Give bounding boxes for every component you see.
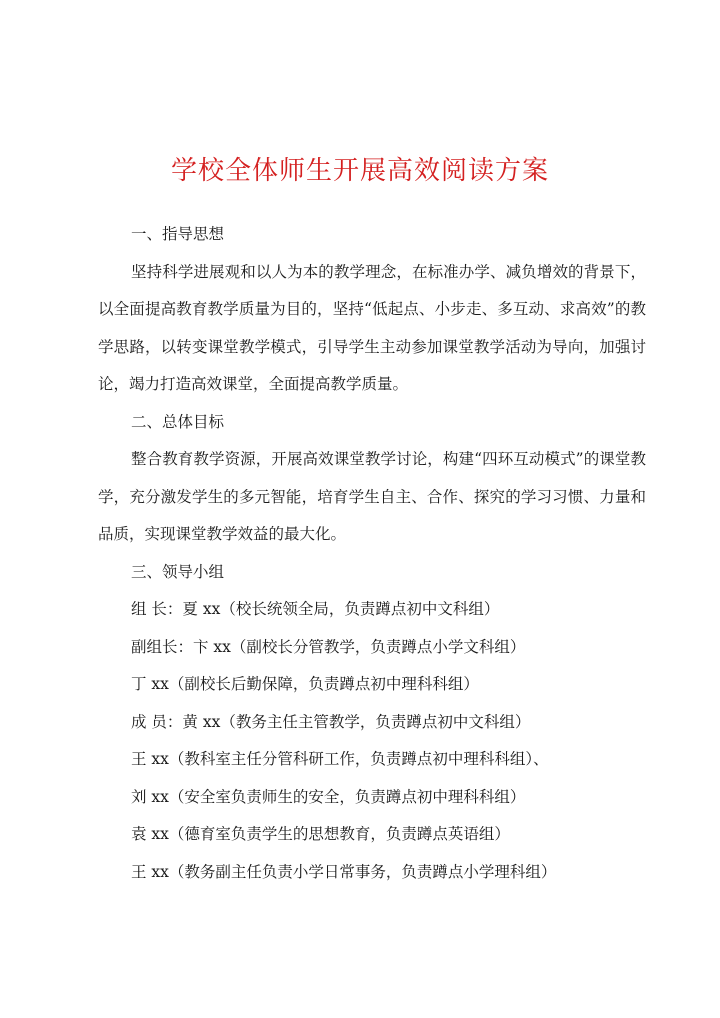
member-line-deputy-leader: 副组长：卞 xx（副校长分管教学，负责蹲点小学文科组） [131, 637, 526, 656]
paragraph-guiding-ideology: 坚持科学进展观和以人为本的教学理念，在标准办学、减负增效的背景下，以全面提高教育教学质量为目的，坚持“低起点、小步走、多互动、求高效”的教学思路，以转变课堂教学模式，引导学生主动参加课堂教学活动为导向，加强讨论，竭力打造高效课堂，全面提高教学质量。 [98, 262, 646, 393]
member-line: 丁 xx（副校长后勤保障，负责蹲点初中理科科组） [131, 675, 479, 693]
document-title: 学校全体师生开展高效阅读方案 [170, 156, 549, 186]
document-body [98, 216, 646, 891]
section-heading-overall-goal: 二、总体目标 [131, 412, 225, 431]
member-line: 刘 xx（安全室负责师生的安全，负责蹲点初中理科科组） [131, 787, 526, 806]
member-line: 王 xx（教务副主任负责小学日常事务，负责蹲点小学理科组） [131, 862, 557, 881]
section-heading-guiding-ideology: 一、指导思想 [131, 225, 225, 243]
member-line: 成 员：黄 xx（教务主任主管教学，负责蹲点初中文科组） [131, 712, 531, 731]
paragraph-overall-goal: 整合教育教学资源，开展高效课堂教学讨论，构建“四环互动模式”的课堂教学，充分激发学生的多元智能，培育学生自主、合作、探究的学习习惯、力量和品质，实现课堂教学效益的最大化。 [98, 450, 646, 543]
member-line-leader: 组 长：夏 xx（校长统领全局，负责蹲点初中文科组） [131, 600, 500, 618]
member-line: 王 xx（教科室主任分管科研工作，负责蹲点初中理科科组）、 [131, 750, 549, 768]
member-line: 袁 xx（德育室负责学生的思想教育，负责蹲点英语组） [131, 825, 510, 843]
section-heading-leadership-group: 三、领导小组 [131, 562, 225, 581]
